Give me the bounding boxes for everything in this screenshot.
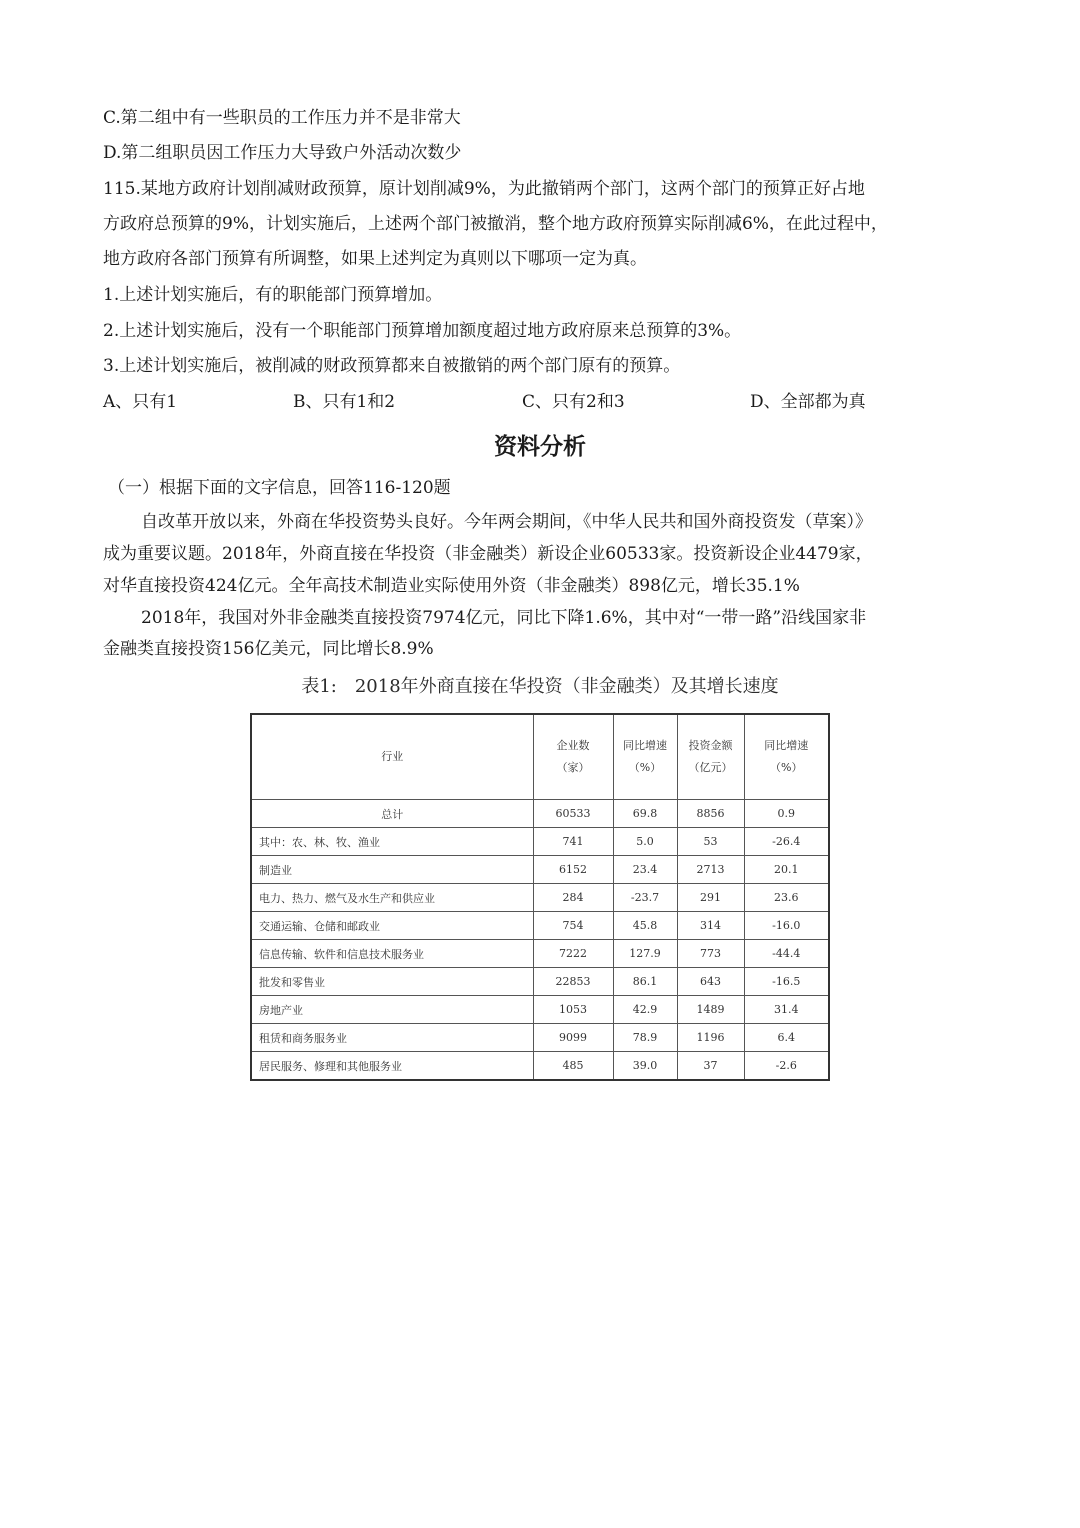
cell-amount-growth: 6.4 xyxy=(744,1024,829,1052)
q115-statement-3: 3.上述计划实施后，被削减的财政预算都来自被撤销的两个部门原有的预算。 xyxy=(103,356,681,376)
q115-option-b: B、只有1和2 xyxy=(293,392,396,412)
table-row xyxy=(251,912,829,940)
investment-table xyxy=(250,713,830,1081)
q114-option-d: D.第二组职员因工作压力大导致户外活动次数少 xyxy=(103,143,462,163)
paragraph-line: 对华直接投资424亿元。全年高技术制造业实际使用外资（非金融类）898亿元，增长35.1% xyxy=(103,576,800,596)
cell-enterprises: 7222 xyxy=(533,940,613,968)
cell-amount: 37 xyxy=(677,1052,744,1081)
cell-enterprises: 9099 xyxy=(533,1024,613,1052)
cell-amount-growth: -26.4 xyxy=(744,828,829,856)
cell-industry: 总计 xyxy=(251,800,533,828)
table-row xyxy=(251,884,829,912)
cell-enterprise-growth: 39.0 xyxy=(613,1052,677,1081)
cell-amount: 291 xyxy=(677,884,744,912)
cell-amount-growth: -2.6 xyxy=(744,1052,829,1081)
q115-option-a: A、只有1 xyxy=(103,392,178,412)
cell-enterprise-growth: 45.8 xyxy=(613,912,677,940)
table-row xyxy=(251,1024,829,1052)
header-amount-growth: 同比增速 （%） xyxy=(744,714,829,800)
cell-industry: 其中：农、林、牧、渔业 xyxy=(251,828,533,856)
table-caption: 表1: 2018年外商直接在华投资（非金融类）及其增长速度 xyxy=(301,676,779,697)
header-industry: 行业 xyxy=(251,714,533,800)
section-intro: （一）根据下面的文字信息，回答116-120题 xyxy=(108,478,451,498)
table-row xyxy=(251,996,829,1024)
cell-amount-growth: 0.9 xyxy=(744,800,829,828)
cell-amount-growth: -16.5 xyxy=(744,968,829,996)
table-header-row xyxy=(251,714,829,800)
table-row xyxy=(251,968,829,996)
table-row xyxy=(251,856,829,884)
paragraph-line: 金融类直接投资156亿美元，同比增长8.9% xyxy=(103,639,434,659)
cell-enterprises: 60533 xyxy=(533,800,613,828)
cell-amount-growth: 31.4 xyxy=(744,996,829,1024)
cell-enterprises: 22853 xyxy=(533,968,613,996)
cell-amount-growth: 20.1 xyxy=(744,856,829,884)
q115-stem-line: 115.某地方政府计划削减财政预算，原计划削减9%，为此撤销两个部门，这两个部门的预算正好占地 xyxy=(103,179,865,199)
cell-enterprise-growth: 127.9 xyxy=(613,940,677,968)
cell-enterprises: 6152 xyxy=(533,856,613,884)
cell-amount: 53 xyxy=(677,828,744,856)
header-enterprises: 企业数 （家） xyxy=(533,714,613,800)
cell-amount: 2713 xyxy=(677,856,744,884)
cell-industry: 电力、热力、燃气及水生产和供应业 xyxy=(251,884,533,912)
cell-amount: 773 xyxy=(677,940,744,968)
cell-enterprise-growth: -23.7 xyxy=(613,884,677,912)
cell-industry: 信息传输、软件和信息技术服务业 xyxy=(251,940,533,968)
cell-enterprise-growth: 23.4 xyxy=(613,856,677,884)
cell-amount: 314 xyxy=(677,912,744,940)
header-amount: 投资金额 （亿元） xyxy=(677,714,744,800)
cell-industry: 制造业 xyxy=(251,856,533,884)
cell-enterprise-growth: 78.9 xyxy=(613,1024,677,1052)
cell-industry: 交通运输、仓储和邮政业 xyxy=(251,912,533,940)
cell-enterprises: 284 xyxy=(533,884,613,912)
cell-enterprises: 741 xyxy=(533,828,613,856)
cell-amount-growth: -44.4 xyxy=(744,940,829,968)
q115-stem-line: 地方政府各部门预算有所调整，如果上述判定为真则以下哪项一定为真。 xyxy=(103,249,647,269)
cell-industry: 房地产业 xyxy=(251,996,533,1024)
cell-enterprise-growth: 86.1 xyxy=(613,968,677,996)
cell-amount-growth: -16.0 xyxy=(744,912,829,940)
q115-option-c: C、只有2和3 xyxy=(522,392,625,412)
paragraph-line: 自改革开放以来，外商在华投资势头良好。今年两会期间，《中华人民共和国外商投资发（草案）》 xyxy=(141,512,872,532)
cell-industry: 居民服务、修理和其他服务业 xyxy=(251,1052,533,1081)
q115-option-d: D、全部都为真 xyxy=(750,392,866,412)
cell-amount: 1196 xyxy=(677,1024,744,1052)
cell-amount-growth: 23.6 xyxy=(744,884,829,912)
q115-stem-line: 方政府总预算的9%，计划实施后，上述两个部门被撤消，整个地方政府预算实际削减6%，在此过程中， xyxy=(103,214,888,234)
q115-statement-1: 1.上述计划实施后，有的职能部门预算增加。 xyxy=(103,285,443,305)
cell-amount: 1489 xyxy=(677,996,744,1024)
cell-enterprises: 485 xyxy=(533,1052,613,1081)
cell-enterprise-growth: 42.9 xyxy=(613,996,677,1024)
cell-industry: 租赁和商务服务业 xyxy=(251,1024,533,1052)
cell-enterprises: 754 xyxy=(533,912,613,940)
cell-enterprise-growth: 5.0 xyxy=(613,828,677,856)
table-row xyxy=(251,828,829,856)
q115-statement-2: 2.上述计划实施后，没有一个职能部门预算增加额度超过地方政府原来总预算的3%。 xyxy=(103,321,742,341)
table-row xyxy=(251,940,829,968)
header-enterprise-growth: 同比增速 （%） xyxy=(613,714,677,800)
cell-industry: 批发和零售业 xyxy=(251,968,533,996)
table-row xyxy=(251,1052,829,1081)
paragraph-line: 2018年，我国对外非金融类直接投资7974亿元，同比下降1.6%，其中对“一带一路”沿线国家非 xyxy=(141,608,867,628)
cell-enterprise-growth: 69.8 xyxy=(613,800,677,828)
table-row xyxy=(251,800,829,828)
cell-amount: 643 xyxy=(677,968,744,996)
cell-amount: 8856 xyxy=(677,800,744,828)
paragraph-line: 成为重要议题。2018年，外商直接在华投资（非金融类）新设企业60533家。投资新设企业4479家， xyxy=(103,544,873,564)
cell-enterprises: 1053 xyxy=(533,996,613,1024)
q114-option-c: C.第二组中有一些职员的工作压力并不是非常大 xyxy=(103,108,461,128)
section-title: 资料分析 xyxy=(494,434,586,460)
